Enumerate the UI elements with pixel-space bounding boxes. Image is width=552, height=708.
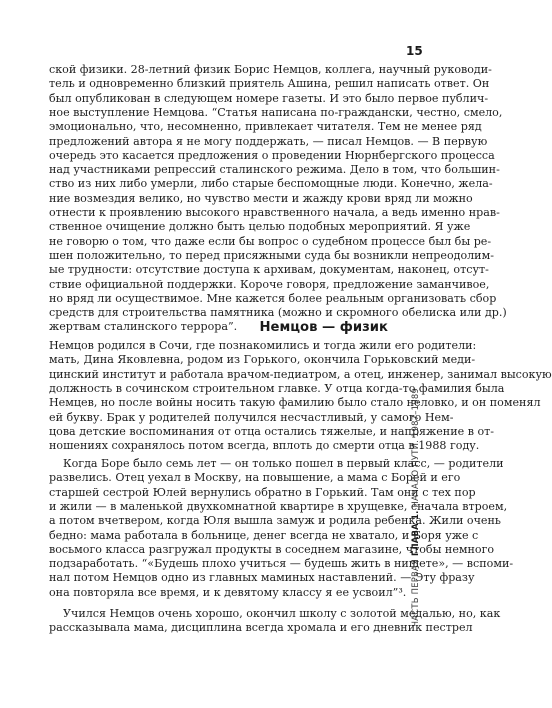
text-line: бедно: мама работала в больнице, денег всегда не хватало, и Боря уже с	[49, 528, 479, 542]
text-line: должность в сочинском строительном главке. У отца когда-то фамилия была	[49, 381, 505, 395]
text-line: тель и одновременно близкий приятель Ашина, решил написать ответ. Он	[49, 77, 490, 91]
text-line: ное выступление Немцова. “Статья написана по-граждански, честно, смело,	[49, 105, 503, 119]
text-line: Учился Немцов очень хорошо, окончил школу с золотой медалью, но, как	[63, 607, 501, 620]
text-line: цова детские воспоминания от отца остались тяжелые, и напряжение в от-	[49, 424, 495, 438]
text-line: эмоционально, что, несомненно, привлекает читателя. Тем не менее ряд	[49, 120, 482, 134]
text-line: средств для строительства памятника (можно и скромного обелиска или др.)	[49, 306, 507, 320]
text-line: нал потом Немцов одно из главных маминых наставлений. — Эту фразу	[49, 571, 475, 585]
text-line: а потом вчетвером, когда Юля вышла замуж и родила ребенка. Жили очень	[49, 514, 501, 528]
text-line: ство из них либо умерли, либо старые беспомощные люди. Конечно, жела-	[49, 177, 493, 191]
text-line: не говорю о том, что даже если бы вопрос о судебном процессе был бы ре-	[49, 234, 492, 248]
page-number: 15	[406, 44, 423, 58]
section-heading: Немцов — физик	[259, 320, 388, 335]
text-line: и жили — в маленькой двухкомнатной квартире в хрущевке, сначала втроем,	[49, 499, 508, 513]
running-head-title: НАЧАЛО ПУТИ. 1987–1989	[410, 388, 420, 508]
text-line: был опубликован в следующем номере газеты. И это было первое публич-	[49, 91, 489, 105]
text-line: она повторяла все время, и к девятому классу я ее усвоил”³.	[49, 585, 407, 599]
text-line: Немцев, но после войны носить такую фамилию было стало неловко, и он поменял	[49, 396, 541, 410]
text-line: Когда Боре было семь лет — он только пошел в первый класс, — родители	[63, 457, 504, 470]
text-line: предложений автора я не могу поддержать, — писал Немцов. — В первую	[49, 134, 488, 148]
text-line: очередь это касается предложения о проведении Нюрнбергского процесса	[49, 148, 495, 162]
text-line: старшей сестрой Юлей вернулись обратно в Горький. Там они с тех пор	[49, 485, 476, 499]
text-line: шен положительно, то перед присяжными суда бы возникли непреодолим-	[49, 248, 494, 262]
text-line: ствие официальной поддержки. Короче говоря, предложение заманчивое,	[49, 277, 490, 291]
text-line: ей букву. Брак у родителей получился несчастливый, у самого Нем-	[49, 410, 454, 424]
running-head-part: ЧАСТЬ ПЕРВАЯ	[410, 558, 420, 627]
text-line: ние возмездия велико, но чувство мести и жажду крови вряд ли можно	[49, 191, 473, 205]
text-line: подзаработать. “«Будешь плохо учиться — будешь жить в нищете», — вспоми-	[49, 557, 514, 571]
running-head-chapter: ГЛАВА 1.	[410, 510, 420, 556]
text-line: цинский институт и работала врачом-педиатром, а отец, инженер, занимал высокую	[49, 367, 552, 381]
text-line: ношениях сохранялось потом всегда, вплоть до смерти отца в 1988 году.	[49, 439, 480, 453]
text-line: над участниками репрессий сталинского режима. Дело в том, что большин-	[49, 163, 500, 177]
text-line: ственное очищение должно быть целью подобных мероприятий. Я уже	[49, 220, 471, 234]
text-line: рассказывала мама, дисциплина всегда хромала и его дневник пестрел	[49, 621, 473, 635]
text-line: но вряд ли осуществимое. Мне кажется более реальным организовать сбор	[49, 291, 497, 305]
text-line: развелись. Отец уехал в Москву, на повышение, а мама с Борей и его	[49, 471, 461, 485]
text-line: мать, Дина Яковлевна, родом из Горького, окончила Горьковский меди-	[49, 353, 476, 367]
text-line: ской физики. 28-летний физик Борис Немцов, коллега, научный руководи-	[49, 63, 492, 76]
text-line: отнести к проявлению высокого нравственного начала, а ведь именно нрав-	[49, 206, 500, 219]
text-line: Немцов родился в Сочи, где познакомились и тогда жили его родители:	[49, 339, 477, 352]
text-line: ые трудности: отсутствие доступа к архивам, документам, наконец, отсут-	[49, 263, 489, 277]
text-line: жертвам сталинского террора”.	[49, 320, 238, 334]
text-line: восьмого класса разгружал продукты в соседнем магазине, чтобы немного	[49, 542, 495, 556]
